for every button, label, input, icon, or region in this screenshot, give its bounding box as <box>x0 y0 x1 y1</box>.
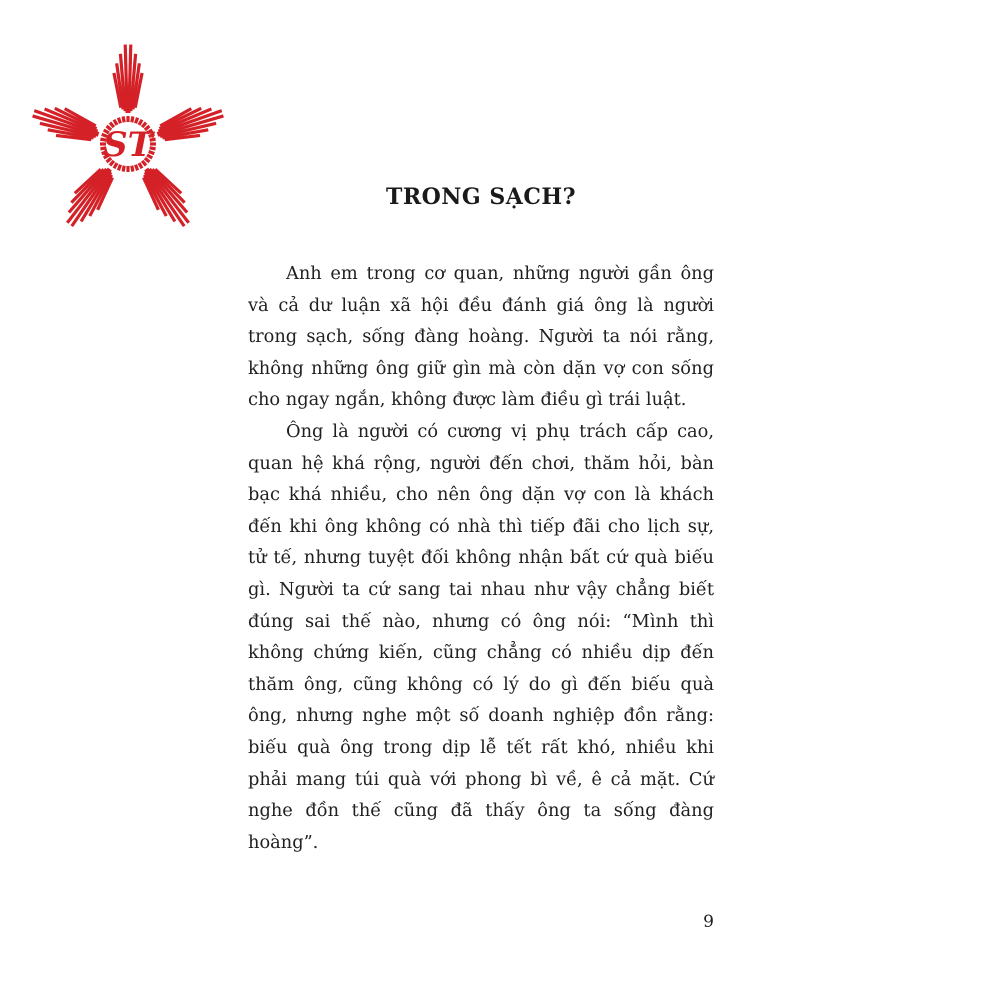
logo-ring-stroke <box>132 116 133 122</box>
logo-ring-stroke <box>136 165 138 171</box>
logo-ring-stroke <box>123 166 124 172</box>
logo-ring-stroke <box>132 166 133 172</box>
publisher-logo <box>18 26 238 246</box>
star-logo-icon <box>18 26 238 246</box>
logo-ring-stroke <box>123 116 124 122</box>
body-text <box>248 258 714 858</box>
paragraph-2: Ông là người có cương vị phụ trách cấp cao, quan hệ khá rộng, người đến chơi, thăm hỏi, bàn bạc khá nhiều, cho nên ông dặn vợ con là khách đến khi ông không có nhà thì tiếp đãi cho lịch sự, tử tế, nhưng tuyệt đối không nhận bất cứ quà biếu gì. Người ta cứ sang tai nhau như vậy chẳng biết đúng sai thế nào, nhưng có ông nói: “Mình thì không chứng kiến, cũng chẳng có nhiều dịp đến thăm ông, cũng không có lý do gì đến biếu quà ông, nhưng nghe một số doanh nghiệp đồn rằng: biếu quà ông trong dịp lễ tết rất khó, nhiều khi phải mang túi quà với phong bì về, ê cả mặt. Cứ nghe đồn thế cũng đã thấy ông ta sống đàng hoàng”. <box>248 420 714 853</box>
paragraph-1: Anh em trong cơ quan, những người gần ông và cả dư luận xã hội đều đánh giá ông là người trong sạch, sống đàng hoàng. Người ta nói rằng, không những ông giữ gìn mà còn dặn vợ con sống cho ngay ngắn, không được làm điều gì trái luật. <box>248 263 714 411</box>
page-number: 9 <box>703 912 714 932</box>
page-title: TRONG SẠCH? <box>385 184 577 210</box>
logo-monogram: ST <box>103 125 153 165</box>
logo-ring-stroke <box>118 118 120 124</box>
logo-ray <box>125 45 127 113</box>
logo-ring-stroke <box>136 118 138 124</box>
logo-ring-stroke <box>118 165 120 171</box>
